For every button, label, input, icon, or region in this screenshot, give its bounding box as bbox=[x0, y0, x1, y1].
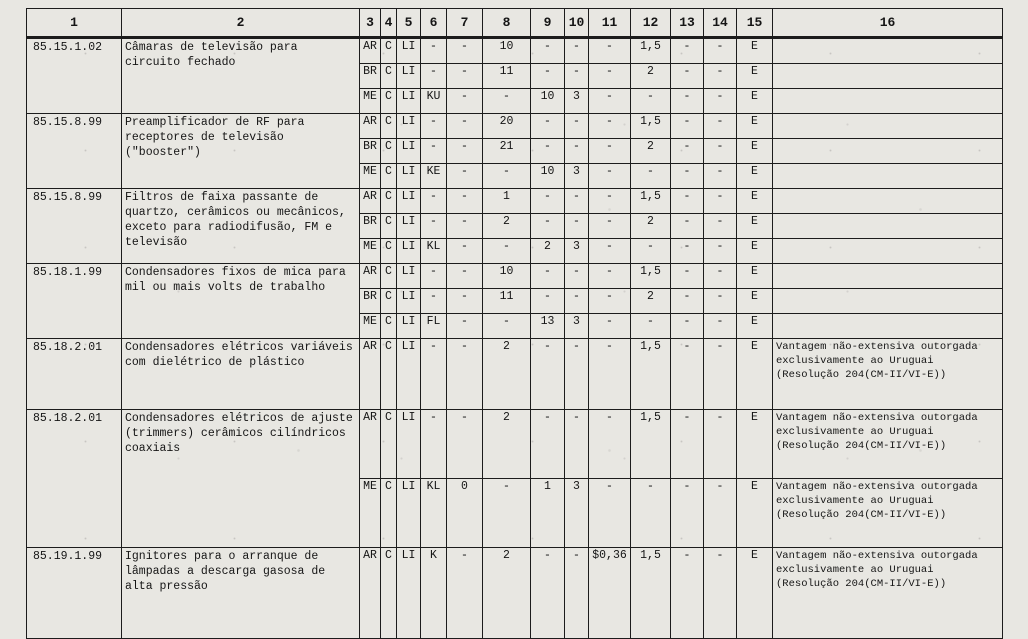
value-cell: 20 bbox=[483, 114, 531, 139]
value-cell: - bbox=[421, 139, 447, 164]
item-code: 85.18.1.99 bbox=[27, 264, 122, 339]
value-cell: C bbox=[381, 289, 397, 314]
value-cell: $0,36 bbox=[589, 548, 631, 639]
value-cell: - bbox=[589, 239, 631, 264]
note-cell bbox=[773, 164, 1003, 189]
value-cell: C bbox=[381, 89, 397, 114]
note-cell: Vantagem não-extensiva outorgada exclusivamente ao Uruguai (Resolução 204(CM-II/VI-E)) bbox=[773, 548, 1003, 639]
value-cell: - bbox=[565, 214, 589, 239]
value-cell: - bbox=[421, 189, 447, 214]
value-cell: - bbox=[589, 264, 631, 289]
value-cell: - bbox=[447, 289, 483, 314]
value-cell: - bbox=[531, 339, 565, 410]
value-cell: - bbox=[565, 189, 589, 214]
value-cell: - bbox=[421, 410, 447, 479]
table-row bbox=[27, 38, 1003, 64]
header-cell: 6 bbox=[421, 9, 447, 38]
note-cell bbox=[773, 239, 1003, 264]
value-cell: E bbox=[737, 38, 773, 64]
item-description: Condensadores fixos de mica para mil ou mais volts de trabalho bbox=[122, 264, 360, 339]
value-cell: ME bbox=[360, 164, 381, 189]
value-cell: - bbox=[589, 339, 631, 410]
value-cell: - bbox=[704, 214, 737, 239]
value-cell: LI bbox=[397, 164, 421, 189]
value-cell: 13 bbox=[531, 314, 565, 339]
value-cell: K bbox=[421, 548, 447, 639]
note-cell bbox=[773, 189, 1003, 214]
header-cell: 5 bbox=[397, 9, 421, 38]
value-cell: 1,5 bbox=[631, 410, 671, 479]
value-cell: C bbox=[381, 38, 397, 64]
value-cell: - bbox=[531, 38, 565, 64]
value-cell: - bbox=[447, 89, 483, 114]
value-cell: - bbox=[631, 314, 671, 339]
value-cell: 1,5 bbox=[631, 38, 671, 64]
note-cell bbox=[773, 38, 1003, 64]
value-cell: - bbox=[589, 114, 631, 139]
item-code: 85.15.8.99 bbox=[27, 189, 122, 264]
value-cell: 1 bbox=[483, 189, 531, 214]
value-cell: C bbox=[381, 64, 397, 89]
header-cell: 8 bbox=[483, 9, 531, 38]
value-cell: AR bbox=[360, 114, 381, 139]
note-cell bbox=[773, 89, 1003, 114]
value-cell: - bbox=[704, 410, 737, 479]
header-row bbox=[27, 9, 1003, 38]
value-cell: BR bbox=[360, 64, 381, 89]
value-cell: 2 bbox=[483, 548, 531, 639]
value-cell: - bbox=[483, 164, 531, 189]
value-cell: LI bbox=[397, 410, 421, 479]
value-cell: 11 bbox=[483, 289, 531, 314]
value-cell: - bbox=[589, 314, 631, 339]
value-cell: - bbox=[704, 314, 737, 339]
value-cell: LI bbox=[397, 289, 421, 314]
value-cell: - bbox=[447, 339, 483, 410]
value-cell: - bbox=[447, 114, 483, 139]
value-cell: 2 bbox=[631, 139, 671, 164]
note-cell bbox=[773, 139, 1003, 164]
value-cell: E bbox=[737, 264, 773, 289]
value-cell: - bbox=[631, 239, 671, 264]
value-cell: C bbox=[381, 479, 397, 548]
value-cell: BR bbox=[360, 214, 381, 239]
value-cell: - bbox=[704, 479, 737, 548]
value-cell: E bbox=[737, 548, 773, 639]
table-row bbox=[27, 410, 1003, 479]
value-cell: - bbox=[704, 64, 737, 89]
value-cell: 11 bbox=[483, 64, 531, 89]
value-cell: - bbox=[531, 64, 565, 89]
value-cell: - bbox=[704, 164, 737, 189]
note-cell bbox=[773, 114, 1003, 139]
table-row bbox=[27, 189, 1003, 214]
header-cell: 3 bbox=[360, 9, 381, 38]
value-cell: C bbox=[381, 114, 397, 139]
value-cell: - bbox=[704, 189, 737, 214]
value-cell: C bbox=[381, 410, 397, 479]
value-cell: 10 bbox=[483, 38, 531, 64]
item-description: Câmaras de televisão para circuito fechado bbox=[122, 38, 360, 114]
value-cell: - bbox=[565, 64, 589, 89]
value-cell: - bbox=[421, 38, 447, 64]
value-cell: E bbox=[737, 214, 773, 239]
table-row bbox=[27, 339, 1003, 410]
value-cell: LI bbox=[397, 314, 421, 339]
item-description: Preamplificador de RF para receptores de televisão ("booster") bbox=[122, 114, 360, 189]
value-cell: - bbox=[447, 189, 483, 214]
note-cell bbox=[773, 264, 1003, 289]
value-cell: - bbox=[531, 264, 565, 289]
header-cell: 11 bbox=[589, 9, 631, 38]
value-cell: E bbox=[737, 164, 773, 189]
value-cell: - bbox=[447, 548, 483, 639]
value-cell: - bbox=[589, 189, 631, 214]
header-cell: 9 bbox=[531, 9, 565, 38]
value-cell: - bbox=[421, 64, 447, 89]
value-cell: LI bbox=[397, 38, 421, 64]
value-cell: - bbox=[589, 214, 631, 239]
value-cell: - bbox=[704, 264, 737, 289]
value-cell: - bbox=[483, 479, 531, 548]
value-cell: - bbox=[565, 264, 589, 289]
value-cell: - bbox=[671, 189, 704, 214]
value-cell: 2 bbox=[631, 214, 671, 239]
header-cell: 14 bbox=[704, 9, 737, 38]
value-cell: - bbox=[421, 264, 447, 289]
item-description: Ignitores para o arranque de lâmpadas a descarga gasosa de alta pressão bbox=[122, 548, 360, 639]
value-cell: KE bbox=[421, 164, 447, 189]
value-cell: 2 bbox=[631, 289, 671, 314]
value-cell: - bbox=[447, 264, 483, 289]
value-cell: ME bbox=[360, 89, 381, 114]
value-cell: 3 bbox=[565, 314, 589, 339]
value-cell: KL bbox=[421, 239, 447, 264]
value-cell: C bbox=[381, 189, 397, 214]
value-cell: - bbox=[447, 410, 483, 479]
note-cell bbox=[773, 314, 1003, 339]
value-cell: - bbox=[671, 289, 704, 314]
value-cell: C bbox=[381, 139, 397, 164]
value-cell: - bbox=[531, 139, 565, 164]
value-cell: E bbox=[737, 339, 773, 410]
value-cell: KU bbox=[421, 89, 447, 114]
value-cell: - bbox=[704, 114, 737, 139]
value-cell: E bbox=[737, 479, 773, 548]
table-row bbox=[27, 548, 1003, 639]
value-cell: 10 bbox=[531, 164, 565, 189]
value-cell: AR bbox=[360, 339, 381, 410]
value-cell: - bbox=[483, 89, 531, 114]
note-cell: Vantagem não-extensiva outorgada exclusivamente ao Uruguai (Resolução 204(CM-II/VI-E)) bbox=[773, 339, 1003, 410]
value-cell: - bbox=[671, 410, 704, 479]
value-cell: ME bbox=[360, 239, 381, 264]
value-cell: - bbox=[531, 114, 565, 139]
value-cell: - bbox=[447, 314, 483, 339]
value-cell: E bbox=[737, 189, 773, 214]
value-cell: E bbox=[737, 89, 773, 114]
value-cell: LI bbox=[397, 239, 421, 264]
value-cell: 2 bbox=[631, 64, 671, 89]
value-cell: 1,5 bbox=[631, 114, 671, 139]
table-row bbox=[27, 264, 1003, 289]
value-cell: - bbox=[671, 89, 704, 114]
header-cell: 12 bbox=[631, 9, 671, 38]
value-cell: C bbox=[381, 214, 397, 239]
item-description: Filtros de faixa passante de quartzo, cerâmicos ou mecânicos, exceto para radiodifusão, FM e televisão bbox=[122, 189, 360, 264]
value-cell: LI bbox=[397, 89, 421, 114]
value-cell: - bbox=[671, 479, 704, 548]
value-cell: - bbox=[447, 64, 483, 89]
value-cell: BR bbox=[360, 139, 381, 164]
header-cell: 16 bbox=[773, 9, 1003, 38]
value-cell: AR bbox=[360, 410, 381, 479]
table-row bbox=[27, 114, 1003, 139]
note-cell: Vantagem não-extensiva outorgada exclusivamente ao Uruguai (Resolução 204(CM-II/VI-E)) bbox=[773, 410, 1003, 479]
value-cell: LI bbox=[397, 189, 421, 214]
header-cell: 4 bbox=[381, 9, 397, 38]
value-cell: E bbox=[737, 114, 773, 139]
item-code: 85.15.1.02 bbox=[27, 38, 122, 114]
note-cell bbox=[773, 289, 1003, 314]
value-cell: - bbox=[631, 164, 671, 189]
value-cell: AR bbox=[360, 38, 381, 64]
value-cell: 1,5 bbox=[631, 339, 671, 410]
value-cell: - bbox=[704, 89, 737, 114]
value-cell: 10 bbox=[531, 89, 565, 114]
item-code: 85.15.8.99 bbox=[27, 114, 122, 189]
value-cell: 0 bbox=[447, 479, 483, 548]
value-cell: LI bbox=[397, 139, 421, 164]
value-cell: - bbox=[671, 139, 704, 164]
value-cell: AR bbox=[360, 548, 381, 639]
value-cell: - bbox=[447, 38, 483, 64]
value-cell: 2 bbox=[483, 339, 531, 410]
value-cell: - bbox=[671, 214, 704, 239]
value-cell: - bbox=[671, 548, 704, 639]
value-cell: - bbox=[589, 289, 631, 314]
value-cell: C bbox=[381, 239, 397, 264]
value-cell: E bbox=[737, 314, 773, 339]
value-cell: C bbox=[381, 339, 397, 410]
value-cell: 2 bbox=[483, 410, 531, 479]
note-cell bbox=[773, 64, 1003, 89]
value-cell: - bbox=[531, 289, 565, 314]
value-cell: 3 bbox=[565, 89, 589, 114]
value-cell: 1,5 bbox=[631, 548, 671, 639]
value-cell: - bbox=[589, 38, 631, 64]
value-cell: - bbox=[421, 214, 447, 239]
value-cell: C bbox=[381, 548, 397, 639]
value-cell: - bbox=[565, 339, 589, 410]
value-cell: - bbox=[704, 239, 737, 264]
value-cell: FL bbox=[421, 314, 447, 339]
value-cell: - bbox=[447, 139, 483, 164]
value-cell: - bbox=[671, 64, 704, 89]
value-cell: - bbox=[671, 314, 704, 339]
header-cell: 7 bbox=[447, 9, 483, 38]
value-cell: 1 bbox=[531, 479, 565, 548]
header-cell: 13 bbox=[671, 9, 704, 38]
value-cell: C bbox=[381, 264, 397, 289]
value-cell: 21 bbox=[483, 139, 531, 164]
value-cell: - bbox=[589, 89, 631, 114]
note-cell: Vantagem não-extensiva outorgada exclusivamente ao Uruguai (Resolução 204(CM-II/VI-E)) bbox=[773, 479, 1003, 548]
value-cell: - bbox=[565, 289, 589, 314]
value-cell: BR bbox=[360, 289, 381, 314]
value-cell: - bbox=[704, 289, 737, 314]
value-cell: C bbox=[381, 314, 397, 339]
value-cell: ME bbox=[360, 314, 381, 339]
value-cell: - bbox=[631, 89, 671, 114]
item-code: 85.18.2.01 bbox=[27, 410, 122, 548]
value-cell: 1,5 bbox=[631, 264, 671, 289]
value-cell: 1,5 bbox=[631, 189, 671, 214]
table-body bbox=[27, 38, 1003, 639]
item-description: Condensadores elétricos variáveis com dielétrico de plástico bbox=[122, 339, 360, 410]
value-cell: 2 bbox=[531, 239, 565, 264]
value-cell: LI bbox=[397, 339, 421, 410]
value-cell: - bbox=[704, 139, 737, 164]
value-cell: LI bbox=[397, 64, 421, 89]
value-cell: - bbox=[483, 239, 531, 264]
value-cell: C bbox=[381, 164, 397, 189]
value-cell: E bbox=[737, 289, 773, 314]
value-cell: - bbox=[631, 479, 671, 548]
value-cell: 2 bbox=[483, 214, 531, 239]
value-cell: - bbox=[671, 38, 704, 64]
value-cell: 3 bbox=[565, 239, 589, 264]
value-cell: LI bbox=[397, 264, 421, 289]
value-cell: - bbox=[531, 214, 565, 239]
value-cell: - bbox=[421, 114, 447, 139]
value-cell: - bbox=[671, 264, 704, 289]
value-cell: - bbox=[531, 410, 565, 479]
item-code: 85.18.2.01 bbox=[27, 339, 122, 410]
value-cell: - bbox=[483, 314, 531, 339]
value-cell: - bbox=[704, 339, 737, 410]
value-cell: - bbox=[704, 548, 737, 639]
header-cell: 15 bbox=[737, 9, 773, 38]
value-cell: - bbox=[589, 410, 631, 479]
tariff-table bbox=[26, 8, 1003, 639]
value-cell: - bbox=[565, 139, 589, 164]
value-cell: - bbox=[589, 64, 631, 89]
value-cell: - bbox=[421, 289, 447, 314]
value-cell: - bbox=[565, 114, 589, 139]
value-cell: E bbox=[737, 64, 773, 89]
item-code: 85.19.1.99 bbox=[27, 548, 122, 639]
header-cell: 10 bbox=[565, 9, 589, 38]
value-cell: - bbox=[671, 239, 704, 264]
value-cell: - bbox=[704, 38, 737, 64]
value-cell: - bbox=[671, 339, 704, 410]
value-cell: - bbox=[421, 339, 447, 410]
value-cell: - bbox=[447, 239, 483, 264]
value-cell: - bbox=[671, 164, 704, 189]
value-cell: AR bbox=[360, 264, 381, 289]
value-cell: LI bbox=[397, 548, 421, 639]
value-cell: E bbox=[737, 139, 773, 164]
value-cell: AR bbox=[360, 189, 381, 214]
value-cell: - bbox=[589, 164, 631, 189]
value-cell: - bbox=[565, 548, 589, 639]
value-cell: LI bbox=[397, 214, 421, 239]
value-cell: - bbox=[589, 479, 631, 548]
value-cell: - bbox=[531, 189, 565, 214]
value-cell: 3 bbox=[565, 164, 589, 189]
value-cell: E bbox=[737, 239, 773, 264]
item-description: Condensadores elétricos de ajuste (trimmers) cerâmicos cilíndricos coaxiais bbox=[122, 410, 360, 548]
value-cell: E bbox=[737, 410, 773, 479]
value-cell: - bbox=[447, 214, 483, 239]
value-cell: 3 bbox=[565, 479, 589, 548]
note-cell bbox=[773, 214, 1003, 239]
value-cell: - bbox=[671, 114, 704, 139]
value-cell: ME bbox=[360, 479, 381, 548]
value-cell: 10 bbox=[483, 264, 531, 289]
value-cell: - bbox=[565, 410, 589, 479]
value-cell: KL bbox=[421, 479, 447, 548]
value-cell: - bbox=[589, 139, 631, 164]
value-cell: - bbox=[565, 38, 589, 64]
header-cell: 1 bbox=[27, 9, 122, 38]
value-cell: LI bbox=[397, 479, 421, 548]
header-cell: 2 bbox=[122, 9, 360, 38]
value-cell: - bbox=[447, 164, 483, 189]
value-cell: LI bbox=[397, 114, 421, 139]
value-cell: - bbox=[531, 548, 565, 639]
